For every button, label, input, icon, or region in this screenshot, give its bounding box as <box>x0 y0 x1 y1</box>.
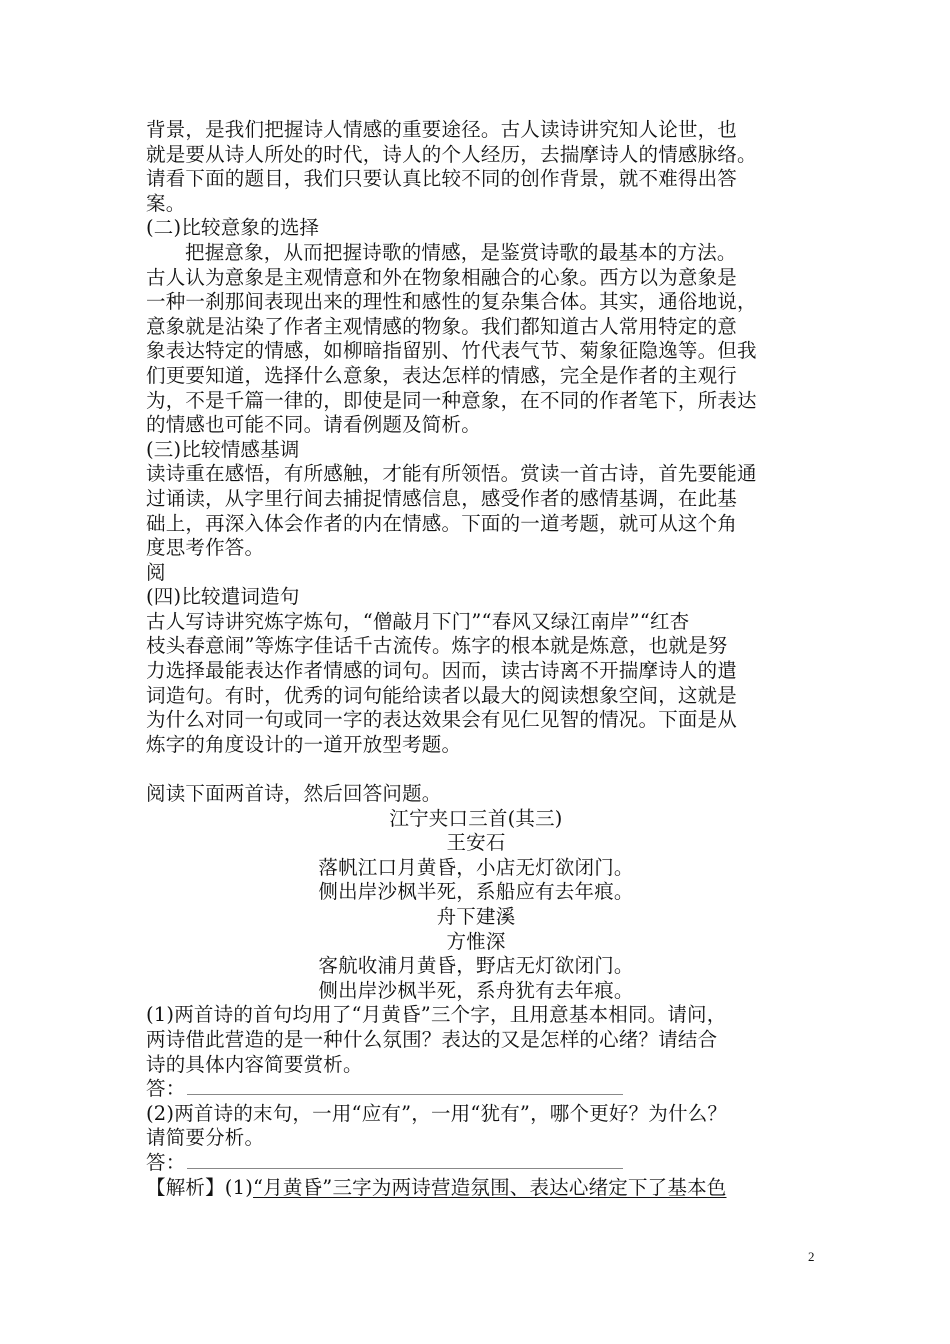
text-line: 词造句。有时，优秀的词句能给读者以最大的阅读想象空间，这就是 <box>146 683 738 707</box>
poem-title: 舟下建溪 <box>436 905 516 928</box>
text-line: 意象就是沾染了作者主观情感的物象。我们都知道古人常用特定的意 <box>146 314 738 338</box>
poem-line: 侧出岸沙枫半死，系船应有去年痕。 <box>318 880 634 904</box>
text-line: 度思考作答。 <box>146 536 265 560</box>
poem-author: 王安石 <box>446 831 506 855</box>
text-line: 过诵读，从字里行间去捕捉情感信息，感受作者的感情基调，在此基 <box>146 486 738 510</box>
section-heading-imagery: (二)比较意象的选择 <box>146 216 320 240</box>
text-line: 枝头春意闹”等炼字佳话千古流传。炼字的根本就是炼意，也就是努 <box>146 634 728 658</box>
text-line: 就是要从诗人所处的时代，诗人的个人经历，去揣摩诗人的情感脉络。 <box>146 142 757 166</box>
poem-1 <box>146 807 806 905</box>
answer-blank-2[interactable] <box>187 1151 623 1169</box>
section-heading-tone: (三)比较情感基调 <box>146 437 300 461</box>
reading-instruction: 阅读下面两首诗，然后回答问题。 <box>146 782 442 806</box>
document-body <box>146 118 806 1200</box>
text-line: 础上，再深入体会作者的内在情感。下面的一道考题，就可从这个角 <box>146 511 738 535</box>
text-line: 为，不是千篇一律的，即使是同一种意象，在不同的作者笔下，所表达 <box>146 388 757 412</box>
text-line: 的情感也可能不同。请看例题及简析。 <box>146 413 481 437</box>
paragraph-tone <box>146 462 806 560</box>
text-line: 读诗重在感悟，有所感触，才能有所领悟。赏读一首古诗，首先要能通 <box>146 462 757 486</box>
text-line: 一种一刹那间表现出来的理性和感性的复杂集合体。其实，通俗地说， <box>146 290 757 314</box>
answer-label: 答： <box>146 1077 186 1101</box>
text-line: 力选择最能表达作者情感的词句。因而，读古诗离不开揣摩诗人的遣 <box>146 659 738 683</box>
text-line: 把握意象，从而把握诗歌的情感，是鉴赏诗歌的最基本的方法。 <box>185 240 737 264</box>
poem-line: 侧出岸沙枫半死，系舟犹有去年痕。 <box>318 978 634 1002</box>
paragraph-imagery <box>146 241 806 438</box>
poem-line: 落帆江口月黄昏，小店无灯欲闭门。 <box>318 855 634 879</box>
answer-row-1 <box>146 1077 806 1102</box>
answer-blank-1[interactable] <box>187 1077 623 1095</box>
stray-character: 阅 <box>146 560 166 584</box>
text-line: 诗的具体内容简要赏析。 <box>146 1052 363 1076</box>
poem-line: 客航收浦月黄昏，野店无灯欲闭门。 <box>318 954 634 978</box>
poem-author: 方惟深 <box>446 929 506 953</box>
text-line: 炼字的角度设计的一道开放型考题。 <box>146 732 462 756</box>
question-2 <box>146 1102 806 1151</box>
section-heading-wording: (四)比较遣词造句 <box>146 585 300 609</box>
analysis-text: “月黄昏”三字为两诗营造氛围、表达心绪定下了基本色 <box>253 1175 727 1199</box>
text-line: 请简要分析。 <box>146 1126 265 1150</box>
text-line: (1)两首诗的首句均用了“月黄昏”三个字，且用意基本相同。请问， <box>146 1003 727 1027</box>
answer-row-2 <box>146 1151 806 1176</box>
analysis-label: 【解析】(1) <box>146 1175 254 1199</box>
text-line: 案。 <box>146 191 186 215</box>
text-line: 古人认为意象是主观情意和外在物象相融合的心象。西方以为意象是 <box>146 265 738 289</box>
text-line: (2)两首诗的末句，一用“应有”，一用“犹有”，哪个更好？为什么？ <box>146 1101 728 1125</box>
blank-line <box>146 757 806 782</box>
text-line: 象表达特定的情感，如柳暗指留别、竹代表气节、菊象征隐逸等。但我 <box>146 339 757 363</box>
question-1 <box>146 1003 806 1077</box>
text-line: 为什么对同一句或同一字的表达效果会有见仁见智的情况。下面是从 <box>146 708 738 732</box>
poem-title: 江宁夹口三首(其三) <box>389 806 563 830</box>
poem-2 <box>146 905 806 1003</box>
text-line: 古人写诗讲究炼字炼句，“僧敲月下门”“春风又绿江南岸”“红杏 <box>146 609 690 633</box>
text-line: 两诗借此营造的是一种什么氛围？表达的又是怎样的心绪？请结合 <box>146 1027 718 1051</box>
paragraph-wording <box>146 610 806 758</box>
text-line: 请看下面的题目，我们只要认真比较不同的创作背景，就不难得出答 <box>146 167 738 191</box>
answer-label: 答： <box>146 1150 186 1174</box>
paragraph-background <box>146 118 806 216</box>
page-number: 2 <box>808 1249 815 1264</box>
text-line: 背景，是我们把握诗人情感的重要途径。古人读诗讲究知人论世，也 <box>146 118 738 141</box>
text-line: 们更要知道，选择什么意象，表达怎样的情感，完全是作者的主观行 <box>146 363 738 387</box>
analysis-line <box>146 1176 806 1201</box>
